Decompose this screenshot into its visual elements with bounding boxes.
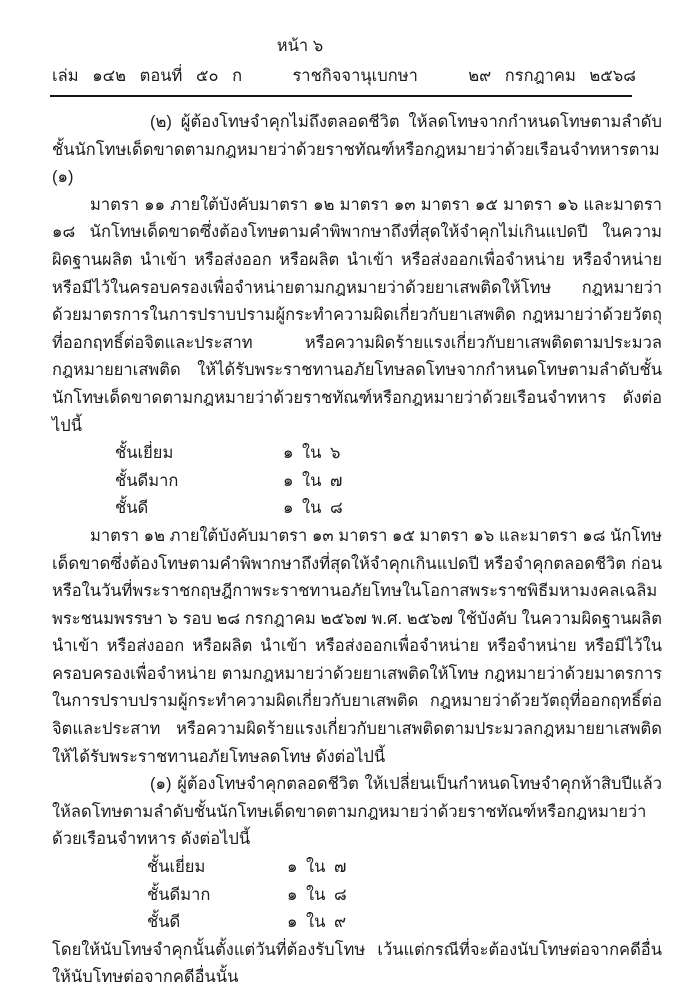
reduction-ratio-value: ๑ ใน ๘ [283, 499, 343, 518]
reduction-ratio-value: ๑ ใน ๗ [287, 858, 347, 877]
prisoner-class-label: ชั้นดี [147, 913, 181, 932]
gazette-header [0, 0, 688, 97]
reduction-ratio-value: ๑ ใน ๘ [287, 885, 347, 904]
page-number: หน้า ๖ [276, 37, 324, 55]
prisoner-class-label: ชั้นเยี่ยม [115, 444, 174, 463]
document-body [0, 97, 688, 992]
penalty-rate-table [52, 440, 662, 523]
paragraph: โดยให้นับโทษจำคุกนั้นตั้งแต่วันที่ต้องรับโทษ เว้นแต่กรณีที่จะต้องนับโทษต่อจากคดีอื่น ให้นับโทษต่อจากคดีอื่นนั้น [52, 940, 662, 987]
penalty-rate-row [52, 468, 662, 496]
penalty-rate-row [52, 909, 662, 937]
penalty-rate-row [52, 495, 662, 523]
paragraph: มาตรา ๑๒ ภายใต้บังคับมาตรา ๑๓ มาตรา ๑๕ มาตรา ๑๖ และมาตรา ๑๘ นักโทษเด็ดขาดซึ่งต้องโทษตามคำพิพากษาถึงที่สุดให้จำคุกเกินแปดปี หรือจำคุกตลอดชีวิต ก่อนหรือในวันที่พระราชกฤษฎีกาพระราชทานอภัยโทษในโอกาสพระราชพิธีมหามงคลเฉลิมพระชนมพรรษา ๖ รอบ ๒๘ กรกฎาคม ๒๕๖๗ พ.ศ. ๒๕๖๗ ใช้บังคับ ในความผิดฐานผลิต นำเข้า หรือส่งออก หรือผลิต นำเข้า หรือส่งออกเพื่อจำหน่าย หรือจำหน่าย หรือมีไว้ในครอบครองเพื่อจำหน่าย ตามกฎหมายว่าด้วยยาเสพติดให้โทษ กฎหมายว่าด้วยมาตรการในการปราบปรามผู้กระทำความผิดเกี่ยวกับยาเสพติด กฎหมายว่าด้วยวัตถุที่ออกฤทธิ์ต่อจิตและประสาท หรือความผิดร้ายแรงเกี่ยวกับยาเสพติดตามประมวลกฎหมายยาเสพติด ให้ได้รับพระราชทานอภัยโทษลดโทษ ดังต่อไปนี้ [52, 526, 662, 766]
prisoner-class-label: ชั้นดีมาก [147, 885, 211, 904]
paragraph: (๒) ผู้ต้องโทษจำคุกไม่ถึงตลอดชีวิต ให้ลดโทษจากกำหนดโทษตามลำดับชั้นนักโทษเด็ดขาดตามกฎหมายว่าด้วยราชทัณฑ์หรือกฎหมายว่าด้วยเรือนจำทหารตาม (๑) [52, 113, 662, 187]
prisoner-class-label: ชั้นดีมาก [115, 471, 179, 490]
issue-date: ๒๙ กรกฎาคม ๒๕๖๘ [468, 67, 636, 85]
penalty-rate-table [52, 854, 662, 937]
reduction-ratio-value: ๑ ใน ๖ [283, 444, 341, 463]
paragraph: มาตรา ๑๑ ภายใต้บังคับมาตรา ๑๒ มาตรา ๑๓ มาตรา ๑๕ มาตรา ๑๖ และมาตรา ๑๘ นักโทษเด็ดขาดซึ่งต้องโทษตามคำพิพากษาถึงที่สุดให้จำคุกไม่เกินแปดปี ในความผิดฐานผลิต นำเข้า หรือส่งออก หรือผลิต นำเข้า หรือส่งออกเพื่อจำหน่าย หรือจำหน่าย หรือมีไว้ในครอบครองเพื่อจำหน่ายตามกฎหมายว่าด้วยยาเสพติดให้โทษ กฎหมายว่าด้วยมาตรการในการปราบปรามผู้กระทำความผิดเกี่ยวกับยาเสพติด กฎหมายว่าด้วยวัตถุที่ออกฤทธิ์ต่อจิตและประสาท หรือความผิดร้ายแรงเกี่ยวกับยาเสพติดตามประมวลกฎหมายยาเสพติด ให้ได้รับพระราชทานอภัยโทษลดโทษจากกำหนดโทษตามลำดับชั้นนักโทษเด็ดขาดตามกฎหมายว่าด้วยราชทัณฑ์หรือกฎหมายว่าด้วยเรือนจำทหาร ดังต่อไปนี้ [52, 195, 662, 435]
masthead-row [52, 62, 636, 90]
penalty-rate-row [52, 440, 662, 468]
prisoner-class-label: ชั้นเยี่ยม [147, 858, 206, 877]
penalty-rate-row [52, 854, 662, 882]
paragraph: (๑) ผู้ต้องโทษจำคุกตลอดชีวิต ให้เปลี่ยนเป็นกำหนดโทษจำคุกห้าสิบปีแล้วให้ลดโทษตามลำดับชั้นนักโทษเด็ดขาดตามกฎหมายว่าด้วยราชทัณฑ์หรือกฎหมายว่าด้วยเรือนจำทหาร ดังต่อไปนี้ [52, 775, 662, 849]
gazette-title: ราชกิจจานุเบกษา [292, 67, 418, 85]
volume-part-label: เล่ม ๑๔๒ ตอนที่ ๕๐ ก [52, 67, 243, 85]
prisoner-class-label: ชั้นดี [115, 499, 149, 518]
penalty-rate-row [52, 882, 662, 910]
reduction-ratio-value: ๑ ใน ๗ [283, 471, 343, 490]
reduction-ratio-value: ๑ ใน ๙ [287, 913, 347, 932]
